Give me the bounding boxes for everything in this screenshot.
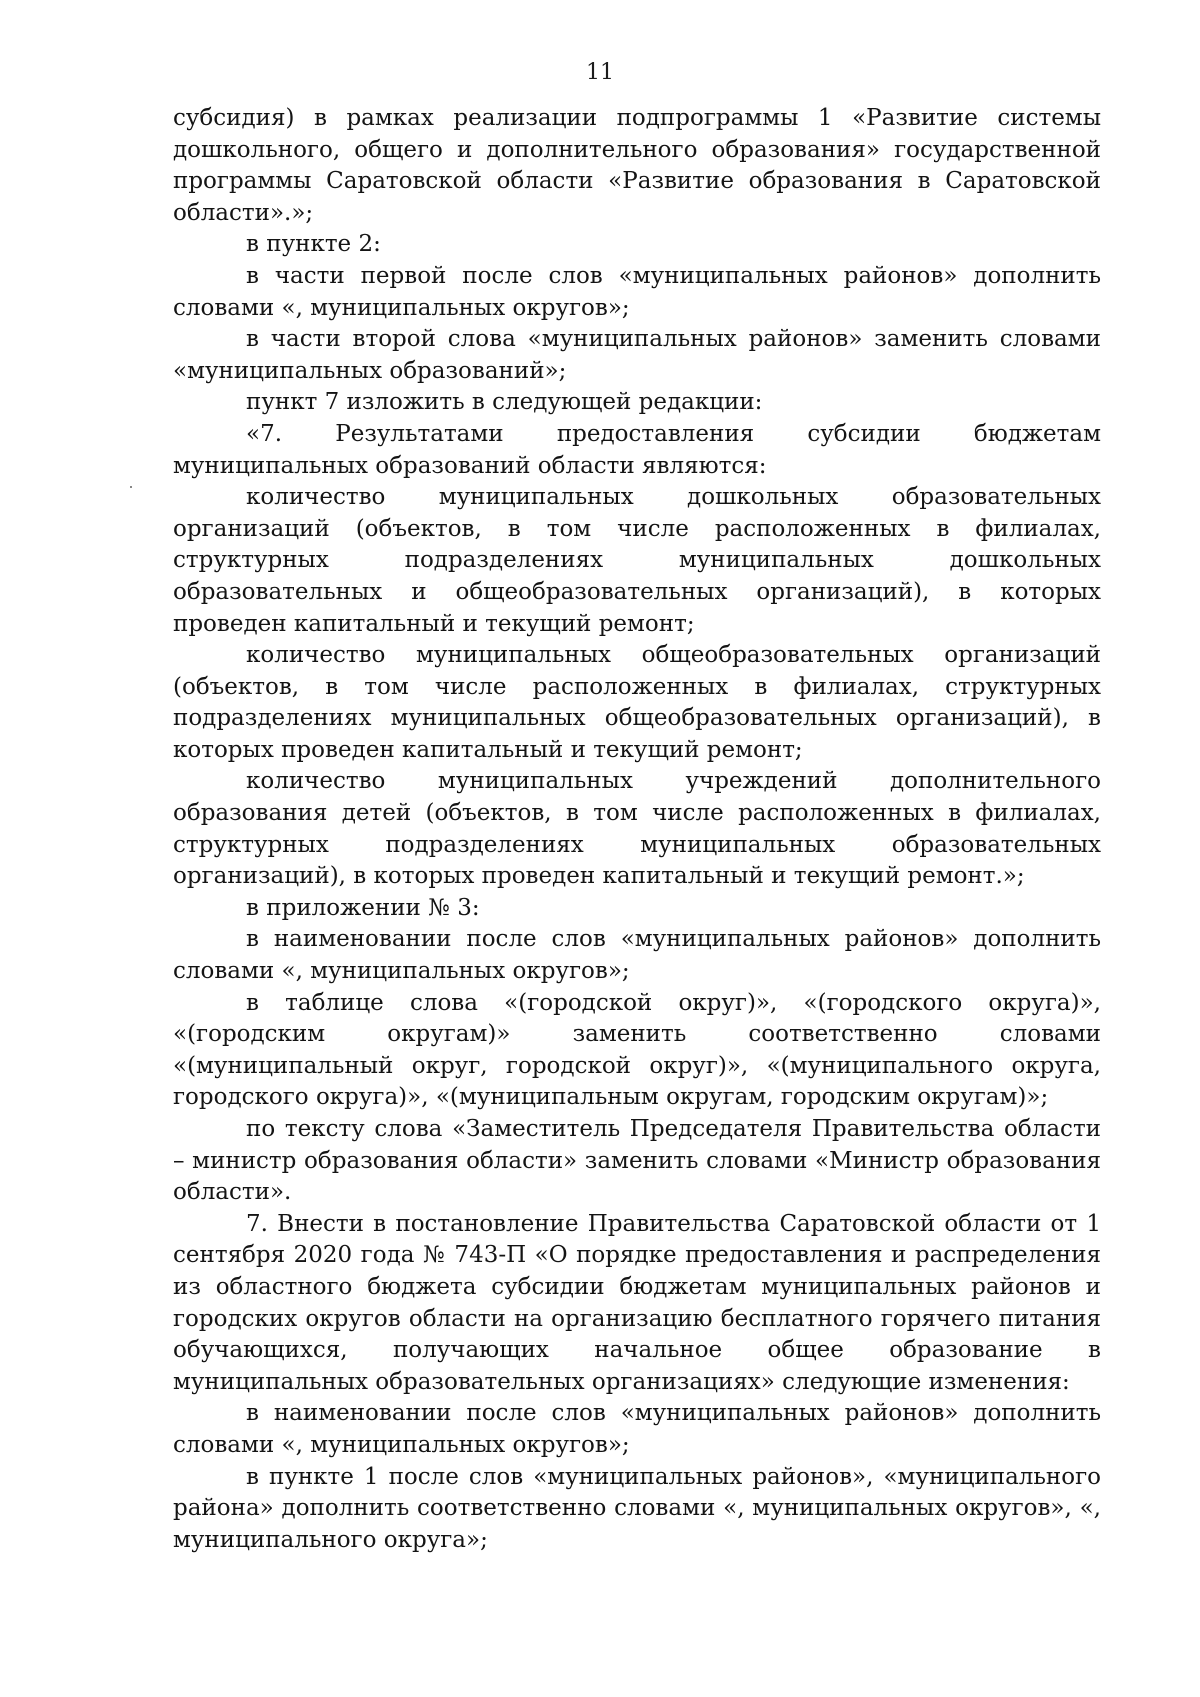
paragraph: количество муниципальных общеобразовательных организаций (объектов, в том числе расположенных в филиалах, структурных подразделениях муниципальных общеобразовательных организаций), в которых проведен капитальный и текущий ремонт;: [173, 642, 1101, 763]
paragraph: в наименовании после слов «муниципальных районов» дополнить словами «, муниципальных округов»;: [173, 926, 1101, 985]
paragraph: в части первой после слов «муниципальных районов» дополнить словами «, муниципальных округов»;: [173, 262, 1101, 321]
paragraph-continuation: субсидия) в рамках реализации подпрограммы 1 «Развитие системы дошкольного, общего и дополнительного образования» государственной программы Саратовской области «Развитие образования в Саратовской области».»;: [173, 105, 1101, 226]
paragraph: количество муниципальных учреждений дополнительного образования детей (объектов, в том числе расположенных в филиалах, структурных подразделениях муниципальных образовательных организаций), в которых проведен капитальный и текущий ремонт.»;: [173, 768, 1101, 890]
paragraph: в таблице слова «(городской округ)», «(городского округа)», «(городским округам)» заменить соответственно словами «(муниципальный округ, городской округ)», «(муниципального округа, городского округа)», «(муниципальным округам, городским округам)»;: [173, 989, 1101, 1111]
paragraph: в приложении № 3:: [246, 894, 480, 921]
paragraph: 7. Внести в постановление Правительства Саратовской области от 1 сентября 2020 года № 743-П «О порядке предоставления и распределения из областного бюджета субсидии бюджетам муниципальных районов и городских округов области на организацию бесплатного горячего питания обучающихся, получающих начальное общее образование в муниципальных образовательных организациях» следующие изменения:: [173, 1210, 1101, 1395]
page-number: 11: [586, 60, 614, 85]
paragraph: количество муниципальных дошкольных образовательных организаций (объектов, в том числе расположенных в филиалах, структурных подразделениях муниципальных дошкольных образовательных и общеобразовательных организаций), в которых проведен капитальный и текущий ремонт;: [173, 484, 1101, 637]
paragraph: в пункте 1 после слов «муниципальных районов», «муниципального района» дополнить соответственно словами «, муниципальных округов», «, муниципального округа»;: [173, 1463, 1101, 1553]
margin-mark: [130, 486, 132, 488]
paragraph: в пункте 2:: [246, 231, 381, 258]
paragraph: «7. Результатами предоставления субсидии бюджетам муниципальных образований области являются:: [173, 420, 1101, 479]
paragraph: в части второй слова «муниципальных районов» заменить словами «муниципальных образований»;: [173, 326, 1101, 384]
paragraph: в наименовании после слов «муниципальных районов» дополнить словами «, муниципальных округов»;: [173, 1400, 1101, 1458]
paragraph: по тексту слова «Заместитель Председателя Правительства области – министр образования области» заменить словами «Министр образования области».: [173, 1116, 1101, 1206]
document-body: [173, 103, 1101, 1556]
paragraph: пункт 7 изложить в следующей редакции:: [246, 389, 763, 416]
